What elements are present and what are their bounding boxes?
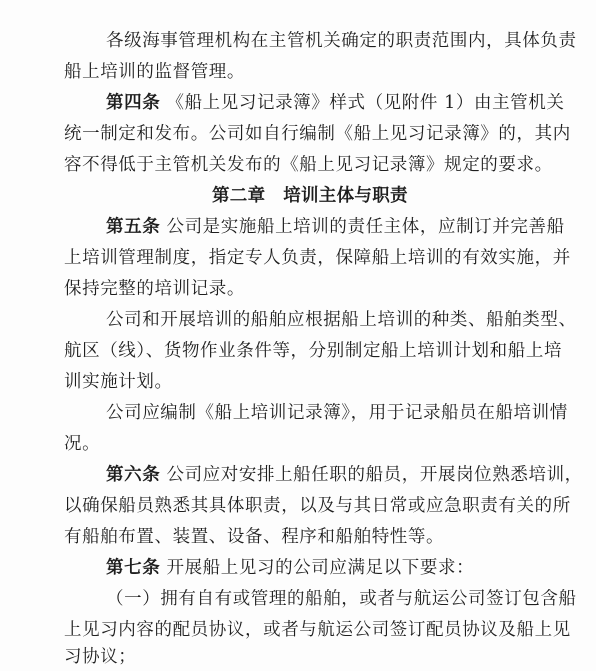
line-text: 开展船上见习的公司应满足以下要求：	[166, 558, 475, 578]
text-line	[106, 308, 577, 332]
text-line	[64, 525, 444, 549]
line-text: 训实施计划。	[64, 372, 173, 392]
article-4-line	[106, 91, 564, 115]
line-text: 上培训管理制度，指定专人负责，保障船上培训的有效实施，并	[64, 248, 571, 268]
text-line	[64, 645, 136, 669]
article-number: 第五条	[106, 217, 161, 237]
heading-text: 第二章 培训主体与职责	[212, 186, 408, 206]
article-number: 第六条	[106, 465, 161, 485]
text-line	[64, 494, 571, 518]
text-line	[64, 432, 100, 456]
article-6-line	[106, 463, 583, 487]
text-line	[64, 60, 245, 84]
line-text: 公司应编制《船上培训记录簿》，用于记录船员在船培训情	[106, 403, 568, 423]
line-text: 有船舶布置、装置、设备、程序和船舶特性等。	[64, 527, 445, 547]
line-text: 保持完整的培训记录。	[64, 279, 245, 299]
line-text: （一）拥有自有或管理的船舶，或者与航运公司签订包含船	[106, 589, 577, 609]
chapter-heading	[212, 184, 408, 208]
line-text: 公司和开展培训的船舶应根据船上培训的种类、船舶类型、	[106, 310, 577, 330]
line-text: 以确保船员熟悉其具体职责，以及与其日常或应急职责有关的所	[64, 496, 571, 516]
line-text: 上见习内容的配员协议，或者与航运公司签订配员协议及船上见	[64, 620, 571, 640]
text-line	[64, 277, 245, 301]
line-text: 各级海事管理机构在主管机关确定的职责范围内，具体负责	[106, 31, 577, 51]
line-text: 公司是实施船上培训的责任主体，应制订并完善船	[166, 217, 565, 237]
text-line	[64, 370, 173, 394]
article-5-line	[106, 215, 565, 239]
article-number: 第七条	[106, 558, 161, 578]
line-text: 习协议；	[64, 647, 137, 667]
article-number: 第四条	[106, 93, 161, 113]
article-7-line	[106, 556, 474, 580]
list-item-line	[106, 587, 577, 611]
line-text: 公司应对安排上船任职的船员，开展岗位熟悉培训，	[166, 465, 583, 485]
line-text: 统一制定和发布。公司如自行编制《船上见习记录簿》的，其内	[64, 124, 571, 144]
text-line	[64, 122, 571, 146]
text-line	[64, 246, 571, 270]
text-line	[106, 29, 577, 53]
text-line	[64, 153, 553, 177]
text-line	[64, 339, 562, 363]
text-line	[106, 401, 568, 425]
line-text: 容不得低于主管机关发布的《船上见习记录簿》规定的要求。	[64, 155, 553, 175]
line-text: 航区（线）、货物作业条件等，分别制定船上培训计划和船上培	[64, 341, 563, 361]
text-line	[64, 618, 571, 642]
line-text: 况。	[64, 434, 101, 454]
line-text: 船上培训的监督管理。	[64, 62, 245, 82]
line-text: 《船上见习记录簿》样式（见附件 1）由主管机关	[166, 93, 565, 113]
